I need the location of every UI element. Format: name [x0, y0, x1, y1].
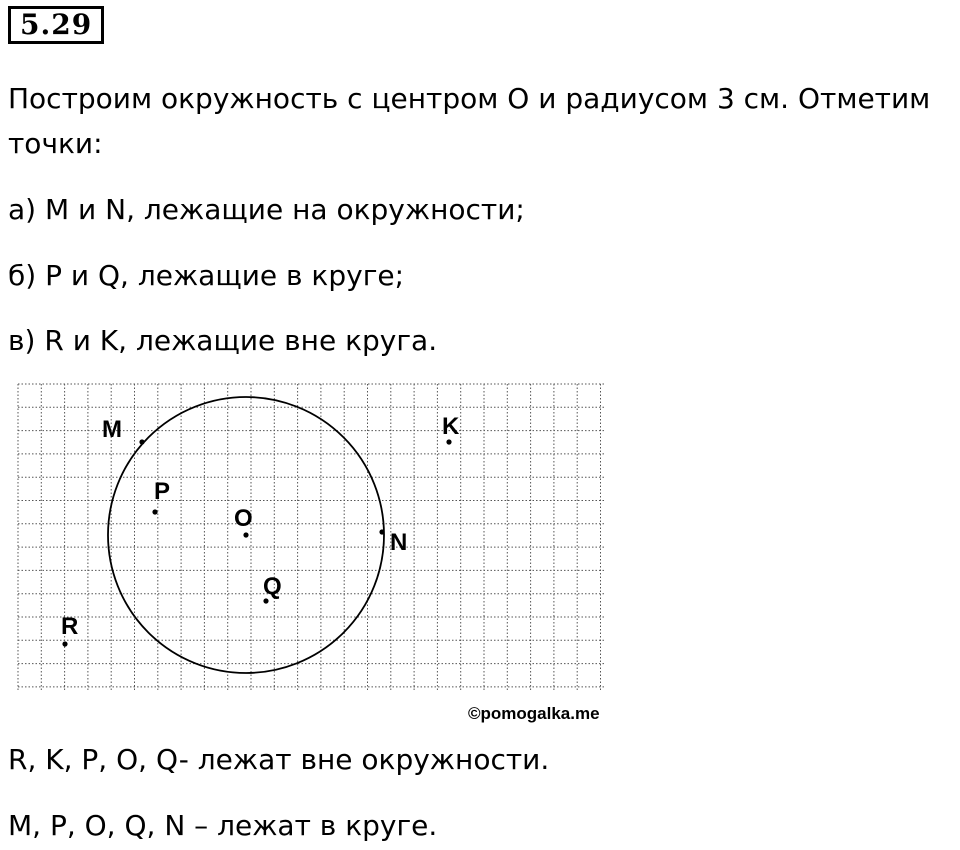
point-n-dot	[379, 529, 384, 534]
watermark: ©pomogalka.me	[468, 704, 600, 723]
point-k-dot	[446, 439, 451, 444]
item-a-label: а)	[8, 193, 37, 226]
answer-line-2: M, P, O, Q, N – лежат в круге.	[8, 809, 438, 842]
point-o-label: O	[234, 505, 253, 532]
point-m-dot	[139, 439, 144, 444]
item-a-text: M и N, лежащие на окружности;	[36, 193, 525, 226]
problem-number: 5.29	[8, 6, 104, 44]
point-p-label: P	[154, 478, 171, 505]
item-c-label: в)	[8, 324, 36, 357]
statement-line-1: Построим окружность с центром O и радиусом 3 см. Отметим	[8, 82, 931, 115]
point-k-label: K	[442, 413, 460, 440]
point-o-dot	[243, 532, 248, 537]
item-a	[8, 190, 525, 230]
item-c	[8, 321, 437, 361]
point-r-dot	[62, 641, 67, 646]
circle-figure	[14, 380, 608, 694]
item-b-text: P и Q, лежащие в круге;	[36, 259, 405, 292]
statement-line-2: точки:	[8, 127, 103, 160]
point-r-label: R	[61, 613, 79, 640]
item-b-label: б)	[8, 259, 37, 292]
point-q-label: Q	[263, 573, 282, 600]
point-n-label: N	[390, 529, 408, 556]
point-m-label: M	[102, 416, 122, 443]
point-p-dot	[152, 509, 157, 514]
answer-line-1: R, K, P, O, Q- лежат вне окружности.	[8, 743, 550, 776]
item-c-text: R и K, лежащие вне круга.	[35, 324, 438, 357]
item-b	[8, 256, 404, 296]
